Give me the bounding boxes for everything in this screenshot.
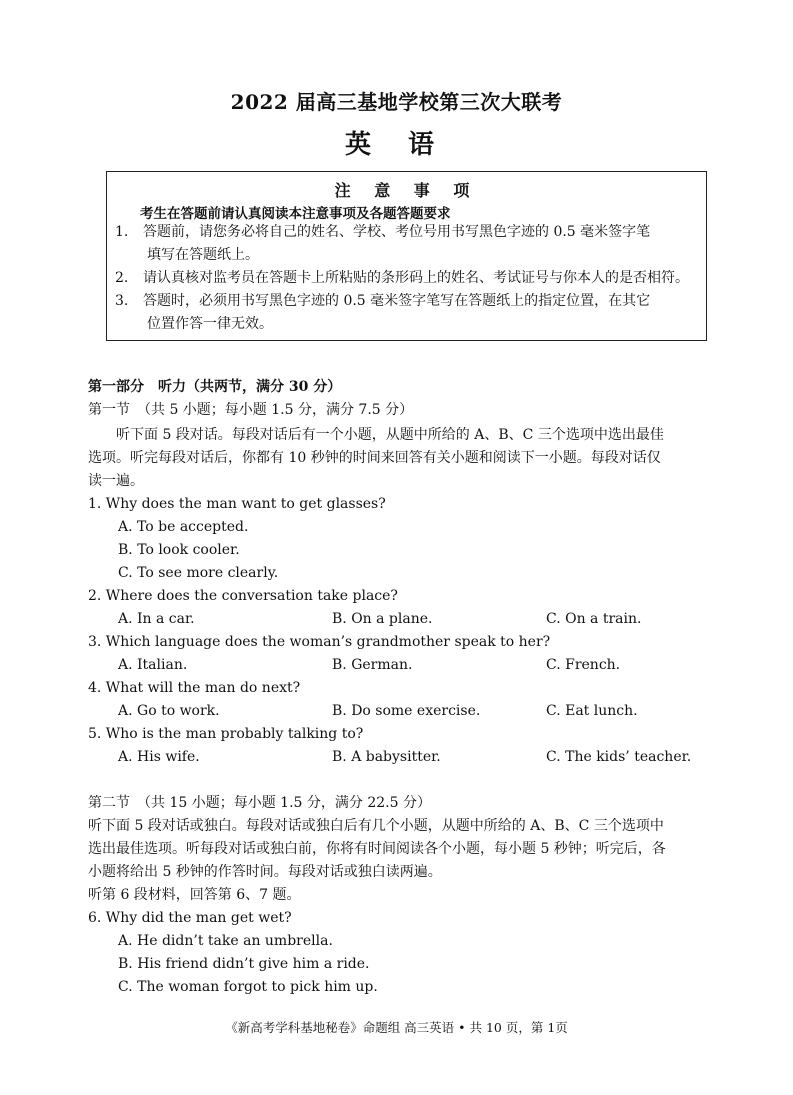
question-4: 4. What will the man do next?: [88, 680, 301, 696]
option-2b: B. On a plane.: [332, 611, 433, 627]
option-4b: B. Do some exercise.: [332, 703, 481, 719]
notice-item: [115, 290, 651, 332]
option-1c: C. To see more clearly.: [118, 565, 279, 581]
section2-instructions: 听下面 5 段对话或独白。每段对话或独白后有几个小题，从题中所给的 A、B、C 三个选项中: [88, 818, 664, 834]
subject-title: 英 语: [344, 130, 449, 160]
question-3: 3. Which language does the woman’s grandmother speak to her?: [88, 634, 551, 650]
page-footer: 《新高考学科基地秘卷》命题组 高三英语 • 共 10 页，第 1页: [225, 1020, 568, 1035]
section1-heading: 第一节 （共 5 小题；每小题 1.5 分，满分 7.5 分）: [88, 402, 414, 418]
exam-title: 2022 届高三基地学校第三次大联考: [230, 90, 563, 114]
section1-instructions: 选项。听完每段对话后，你都有 10 秒钟的时间来回答有关小题和阅读下一小题。每段对话仅: [88, 450, 661, 466]
option-3c: C. French.: [546, 657, 621, 673]
question-6: 6. Why did the man get wet?: [88, 910, 292, 926]
option-3a: A. Italian.: [118, 657, 188, 673]
option-6a: A. He didn’t take an umbrella.: [118, 933, 333, 949]
notice-box: [106, 171, 707, 341]
option-6c: C. The woman forgot to pick him up.: [118, 979, 378, 995]
material-note: 听第 6 段材料，回答第 6、7 题。: [88, 887, 301, 903]
option-5a: A. His wife.: [118, 749, 200, 765]
notice-item: [115, 221, 651, 263]
option-5b: B. A babysitter.: [332, 749, 441, 765]
section2-instructions: 选出最佳选项。听每段对话或独白前，你将有时间阅读各个小题，每小题 5 秒钟；听完后，各: [88, 841, 666, 857]
option-5c: C. The kids’ teacher.: [546, 749, 692, 765]
option-1b: B. To look cooler.: [118, 542, 240, 558]
option-6b: B. His friend didn’t give him a ride.: [118, 956, 370, 972]
option-4c: C. Eat lunch.: [546, 703, 638, 719]
option-1a: A. To be accepted.: [118, 519, 249, 535]
question-1: 1. Why does the man want to get glasses?: [88, 496, 386, 512]
section2-heading: 第二节 （共 15 小题；每小题 1.5 分，满分 22.5 分）: [88, 795, 431, 811]
question-5: 5. Who is the man probably talking to?: [88, 726, 364, 742]
part1-heading: 第一部分 听力（共两节，满分 30 分）: [88, 379, 342, 395]
notice-item: [115, 267, 689, 290]
section2-instructions: 小题将给出 5 秒钟的作答时间。每段对话或独白读两遍。: [88, 864, 442, 880]
option-4a: A. Go to work.: [118, 703, 220, 719]
notice-item-continuation: 填写在答题纸上。: [147, 247, 259, 263]
section1-instructions: 听下面 5 段对话。每段对话后有一个小题，从题中所给的 A、B、C 三个选项中选出最佳: [116, 427, 664, 443]
notice-subheading: 考生在答题前请认真阅读本注意事项及各题答题要求: [140, 206, 451, 222]
notice-item-number: 3.: [115, 293, 129, 309]
section1-instructions: 读一遍。: [88, 473, 144, 489]
notice-item-continuation: 位置作答一律无效。: [147, 316, 273, 332]
notice-heading: 注 意 事 项: [334, 181, 479, 200]
notice-item-text: 答题时，必须用书写黑色字迹的 0.5 毫米签字笔写在答题纸上的指定位置，在其它: [143, 293, 651, 309]
option-3b: B. German.: [332, 657, 413, 673]
option-2c: C. On a train.: [546, 611, 642, 627]
option-2a: A. In a car.: [118, 611, 195, 627]
notice-item-number: 1.: [115, 224, 129, 240]
notice-item-text: 答题前，请您务必将自己的姓名、学校、考位号用书写黑色字迹的 0.5 毫米签字笔: [143, 224, 651, 240]
notice-item-number: 2.: [115, 270, 129, 286]
notice-item-text: 请认真核对监考员在答题卡上所粘贴的条形码上的姓名、考试证号与你本人的是否相符。: [143, 270, 689, 286]
question-2: 2. Where does the conversation take place?: [88, 588, 398, 604]
